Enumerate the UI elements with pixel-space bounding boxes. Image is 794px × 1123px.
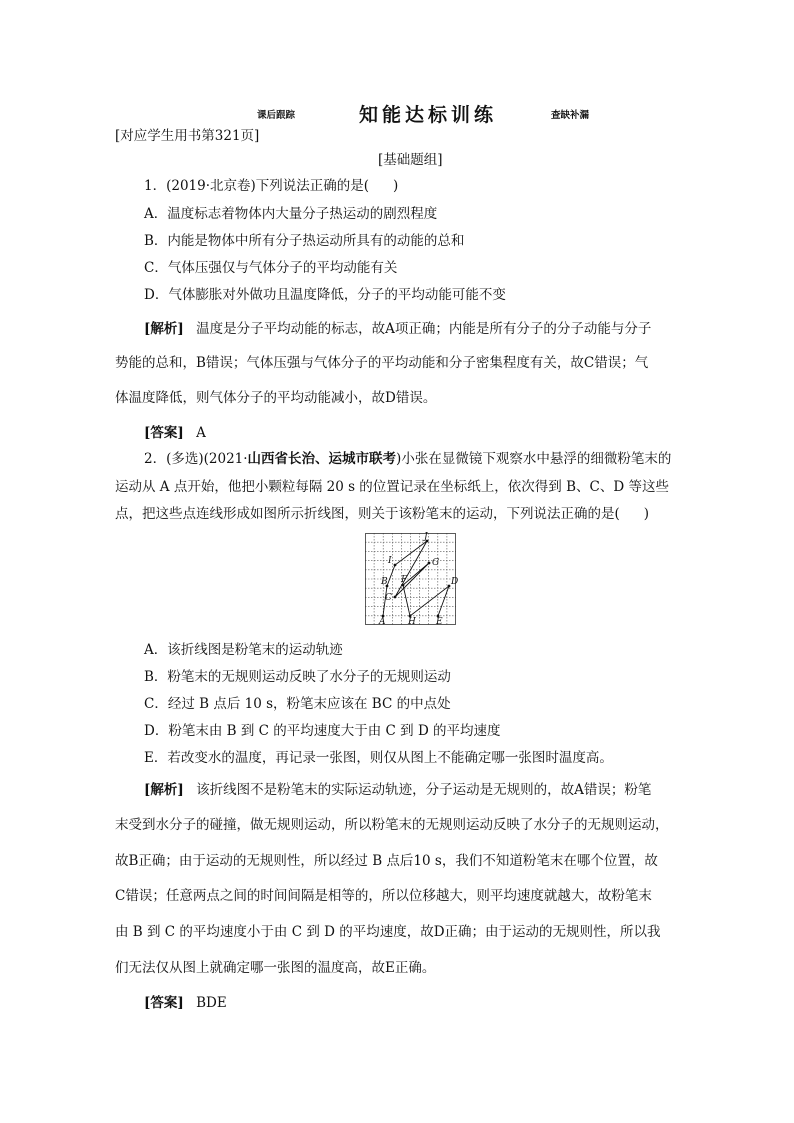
q2-analysis-text-1: 该折线图不是粉笔末的实际运动轨迹，分子运动是无规则的，故A错误；粉笔 [196, 782, 652, 798]
q2-analysis-line-4: C错误；任意两点之间的时间间隔是相等的，所以位移越大，则平均速度就越大，故粉笔末 [115, 888, 652, 904]
q2-stem-text: 点，把这些点连线形成如图所示折线图，则关于该粉笔末的运动，下列说法正确的是( [115, 506, 620, 522]
figure-point-d [448, 585, 451, 588]
header-left-label: 课后跟踪 [257, 110, 296, 121]
q1-option-b: B．内能是物体中所有分子热运动所具有的动能的总和 [144, 233, 465, 249]
q2-option-e: E．若改变水的温度，再记录一张图，则仅从图上不能确定哪一张图时温度高。 [144, 750, 613, 766]
q1-option-d: D．气体膨胀对外做功且温度降低，分子的平均动能可能不变 [144, 287, 506, 303]
q2-analysis-line-5: 由 B 到 C 的平均速度小于由 C 到 D 的平均速度，故D正确；由于运动的无规则性，所以我 [115, 924, 661, 940]
figure-point-g [428, 562, 431, 565]
q2-analysis-line-6: 们无法仅从图上就确定哪一张图的温度高，故E正确。 [115, 960, 436, 976]
q1-stem-close: ) [393, 178, 399, 194]
figure-label-d: D [451, 577, 459, 587]
figure-label-a: A [379, 617, 386, 627]
q1-analysis-line-2: 势能的总和，B错误；气体压强与气体分子的平均动能和分子密集程度有关，故C错误；气 [115, 355, 649, 371]
q2-stem-source: 山西省长治、运城市联考 [247, 451, 397, 467]
figure-point-c [394, 596, 397, 599]
q2-answer-tag: [答案] [144, 995, 184, 1011]
figure-label-h: H [408, 617, 416, 627]
figure-label-g: G [432, 558, 440, 568]
q2-stem-part-a: 2．(多选)(2021· [144, 451, 248, 467]
q1-answer-line [144, 424, 206, 442]
q2-analysis-line-2: 末受到水分子的碰撞，做无规则运动，所以粉笔末的无规则运动反映了水分子的无规则运动， [115, 817, 669, 833]
section-heading: [基础题组] [378, 152, 443, 168]
q2-answer-value: BDE [196, 995, 227, 1011]
q1-answer-value: A [196, 425, 206, 441]
q2-option-b: B．粉笔末的无规则运动反映了水分子的无规则运动 [144, 669, 451, 685]
q2-figure-grid [365, 532, 459, 627]
page-reference: [对应学生用书第321页] [115, 128, 260, 144]
q2-analysis-tag: [解析] [144, 782, 184, 798]
q2-stem-part-c: )小张在显微镜下观察水中悬浮的细微粉笔末的 [396, 451, 672, 467]
q2-analysis-line-3: 故B正确；由于运动的无规则性，所以经过 B 点后10 s，我们不知道粉笔末在哪个位置，故 [115, 853, 658, 869]
figure-label-b: B [381, 577, 388, 587]
q2-stem-line-1 [144, 450, 671, 468]
figure-label-i: I [388, 556, 392, 566]
header-right-label: 查缺补漏 [551, 110, 590, 121]
q1-analysis-text-1: 温度是分子平均动能的标志，故A项正确；内能是所有分子的分子动能与分子 [196, 321, 652, 337]
q2-stem-close: ) [643, 506, 650, 522]
figure-label-c: C [385, 593, 392, 603]
q2-option-a: A．该折线图是粉笔末的运动轨迹 [144, 642, 343, 658]
figure-labels [378, 532, 458, 627]
figure-label-j: J [424, 532, 428, 542]
q2-stem-line-2: 运动从 A 点开始，他把小颗粒每隔 20 s 的位置记录在坐标纸上，依次得到 B、C、D 等这些 [115, 479, 669, 495]
q1-option-c: C．气体压强仅与气体分子的平均动能有关 [144, 260, 398, 276]
q1-answer-tag: [答案] [144, 425, 184, 441]
q1-stem [144, 177, 398, 195]
q2-stem-line-3 [115, 505, 649, 523]
figure-label-e: E [436, 617, 443, 627]
q1-stem-text: 1．(2019·北京卷)下列说法正确的是( [144, 178, 370, 194]
figure-label-f: F [401, 575, 408, 585]
page-title: 知能达标训练 [359, 104, 498, 126]
q1-analysis-line-3: 体温度降低，则气体分子的平均动能减小，故D错误。 [115, 390, 437, 406]
figure-point-i [394, 564, 397, 567]
figure-path [383, 541, 449, 616]
q2-option-c: C．经过 B 点后 10 s，粉笔末应该在 BC 的中点处 [144, 696, 451, 712]
q2-figure-svg [365, 532, 459, 627]
q1-option-a: A．温度标志着物体内大量分子热运动的剧烈程度 [144, 206, 438, 222]
q1-analysis-line-1 [144, 320, 651, 338]
q2-analysis-line-1 [144, 781, 651, 799]
q1-analysis-tag: [解析] [144, 321, 184, 337]
q2-option-d: D．粉笔末由 B 到 C 的平均速度大于由 C 到 D 的平均速度 [144, 723, 501, 739]
q2-answer-line [144, 994, 227, 1012]
